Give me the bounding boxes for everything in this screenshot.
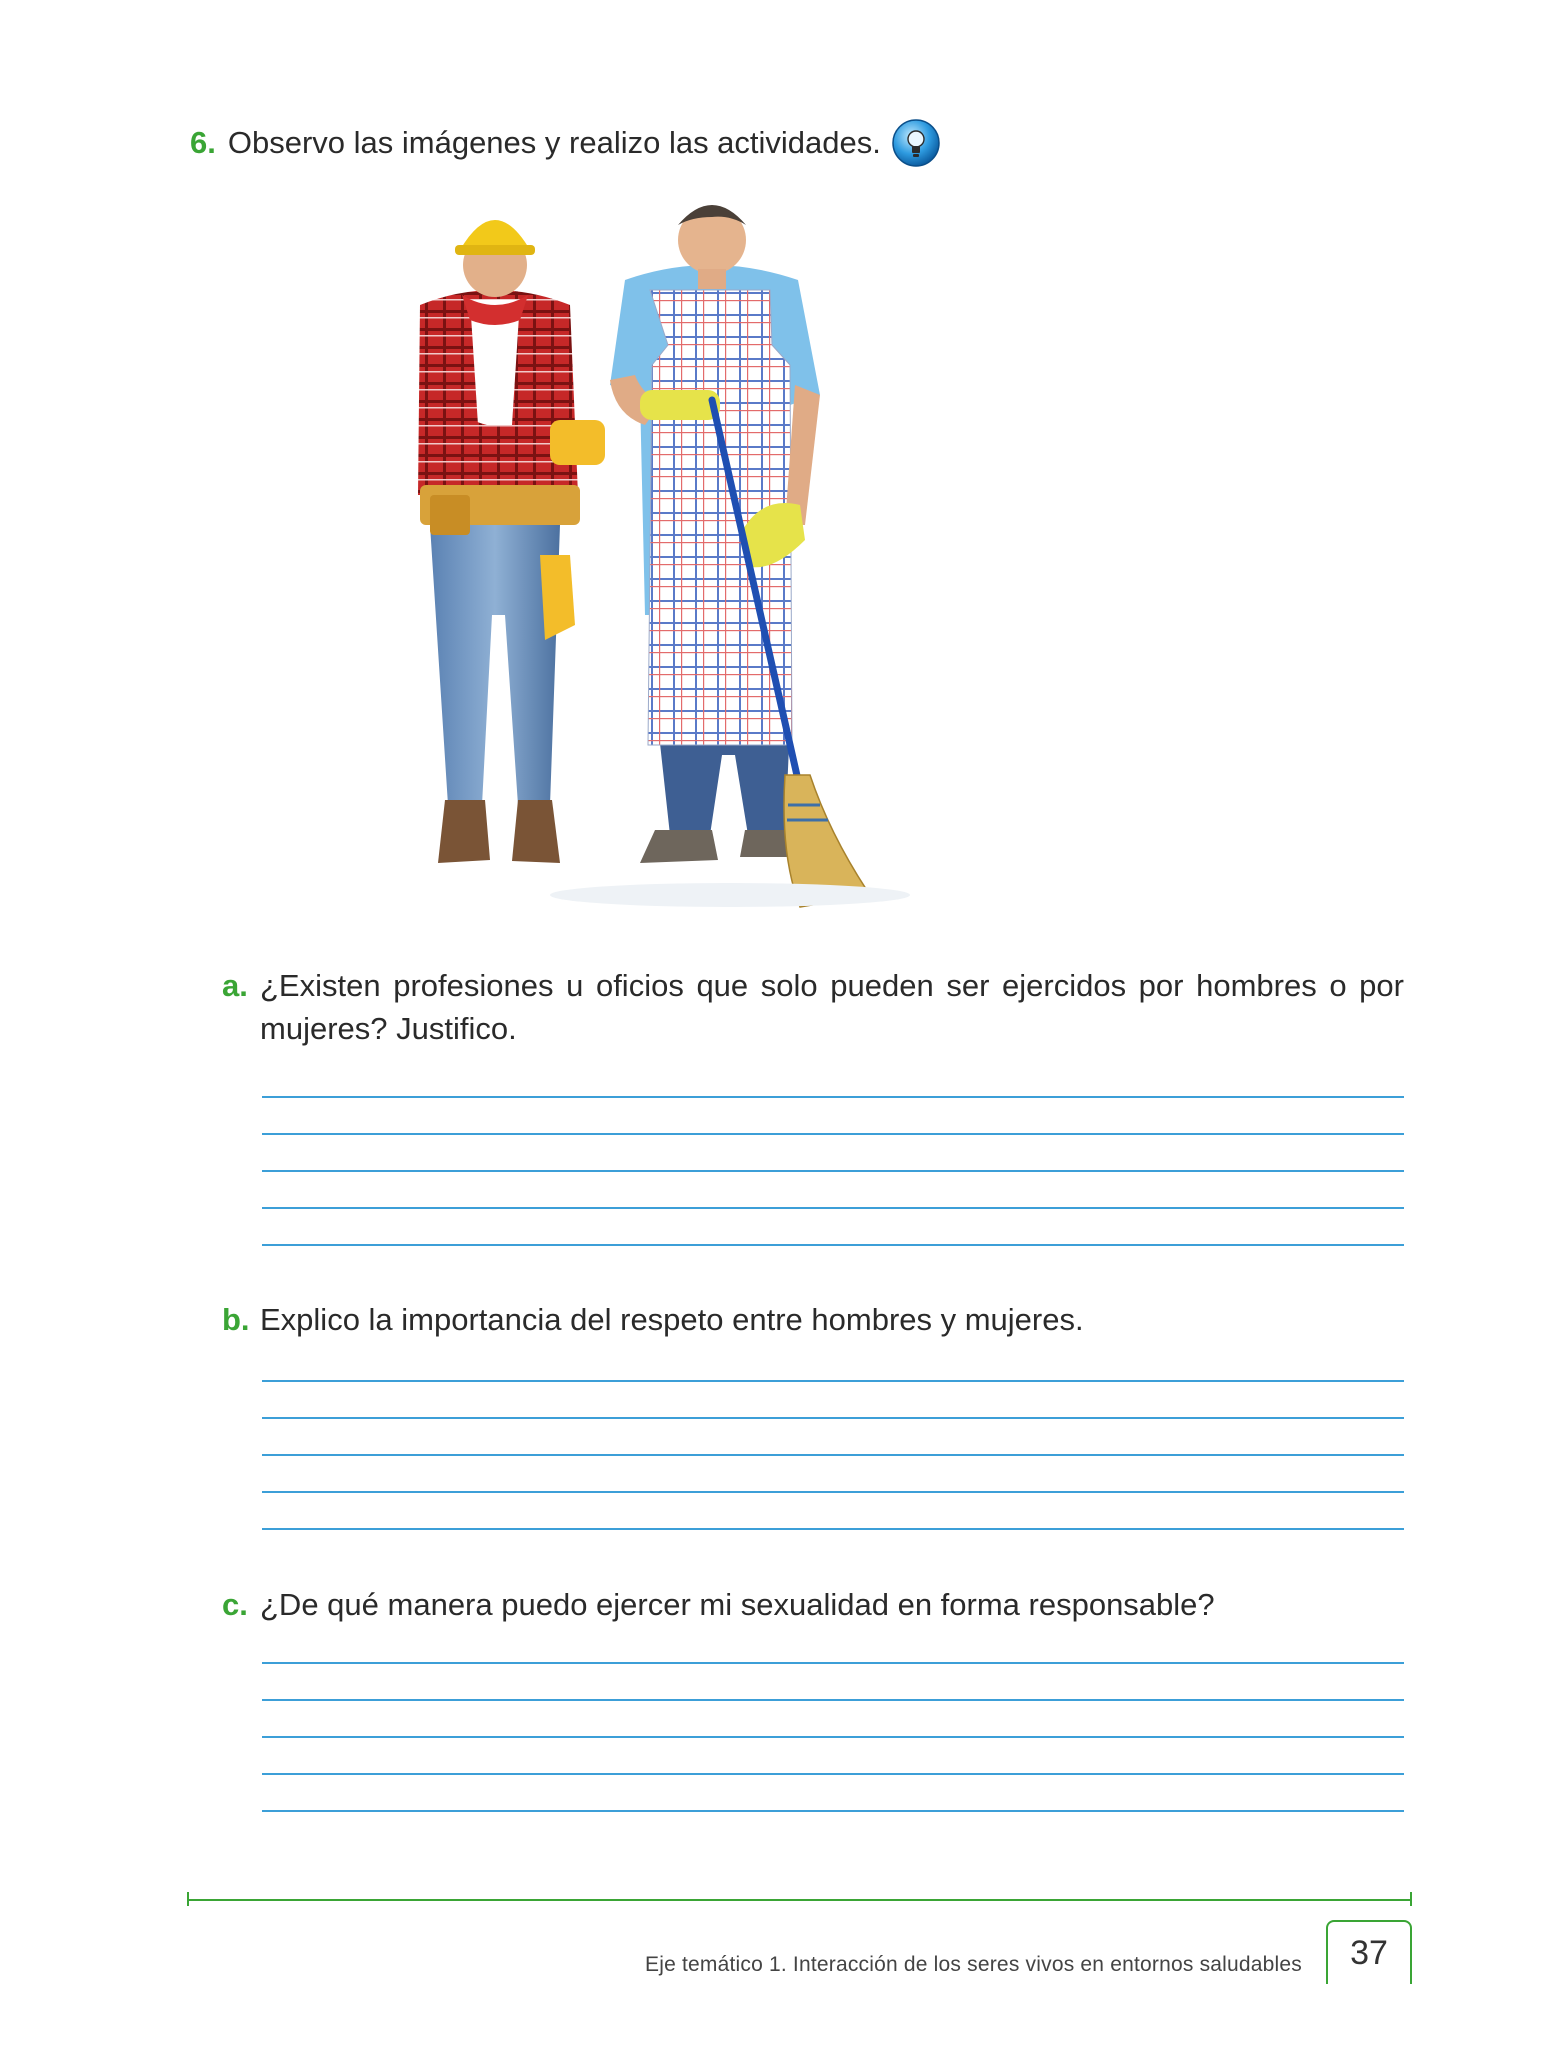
footer-rule-cap-right: [1410, 1892, 1412, 1906]
question-a-text: ¿Existen profesiones u oficios que solo pueden ser ejercidos por hombres o por mujeres? Justifico.: [260, 968, 1404, 1046]
answer-line[interactable]: [262, 1528, 1404, 1530]
question-c-text: ¿De qué manera puedo ejercer mi sexualidad en forma responsable?: [260, 1587, 1215, 1622]
illustration-workers: [400, 195, 1050, 940]
question-a: [222, 964, 1404, 1050]
question-b: [222, 1298, 1404, 1341]
answer-line[interactable]: [262, 1491, 1404, 1493]
activity-header: [190, 118, 941, 168]
answer-line[interactable]: [262, 1170, 1404, 1172]
answer-line[interactable]: [262, 1454, 1404, 1456]
question-c: [222, 1583, 1404, 1626]
answer-line[interactable]: [262, 1244, 1404, 1246]
footer-rule: [188, 1899, 1412, 1901]
activity-instruction: Observo las imágenes y realizo las actividades.: [227, 125, 881, 160]
question-c-letter: c.: [222, 1587, 248, 1622]
woman-construction-worker: [418, 220, 605, 863]
answer-line[interactable]: [262, 1736, 1404, 1738]
activity-number: 6.: [190, 125, 216, 160]
answer-line[interactable]: [262, 1662, 1404, 1664]
answer-line[interactable]: [262, 1810, 1404, 1812]
answer-line[interactable]: [262, 1207, 1404, 1209]
page-number: 37: [1326, 1920, 1412, 1984]
answer-line[interactable]: [262, 1417, 1404, 1419]
question-b-text: Explico la importancia del respeto entre hombres y mujeres.: [260, 1302, 1084, 1337]
answer-lines-c[interactable]: [262, 1662, 1404, 1847]
answer-lines-a[interactable]: [262, 1096, 1404, 1281]
man-cleaning: [610, 205, 870, 907]
lightbulb-icon: [891, 118, 941, 168]
answer-line[interactable]: [262, 1699, 1404, 1701]
question-a-letter: a.: [222, 968, 248, 1003]
answer-line[interactable]: [262, 1773, 1404, 1775]
answer-line[interactable]: [262, 1380, 1404, 1382]
footer-caption: Eje temático 1. Interacción de los seres vivos en entornos saludables: [645, 1953, 1302, 1976]
answer-lines-b[interactable]: [262, 1380, 1404, 1565]
question-b-letter: b.: [222, 1302, 250, 1337]
answer-line[interactable]: [262, 1133, 1404, 1135]
answer-line[interactable]: [262, 1096, 1404, 1098]
